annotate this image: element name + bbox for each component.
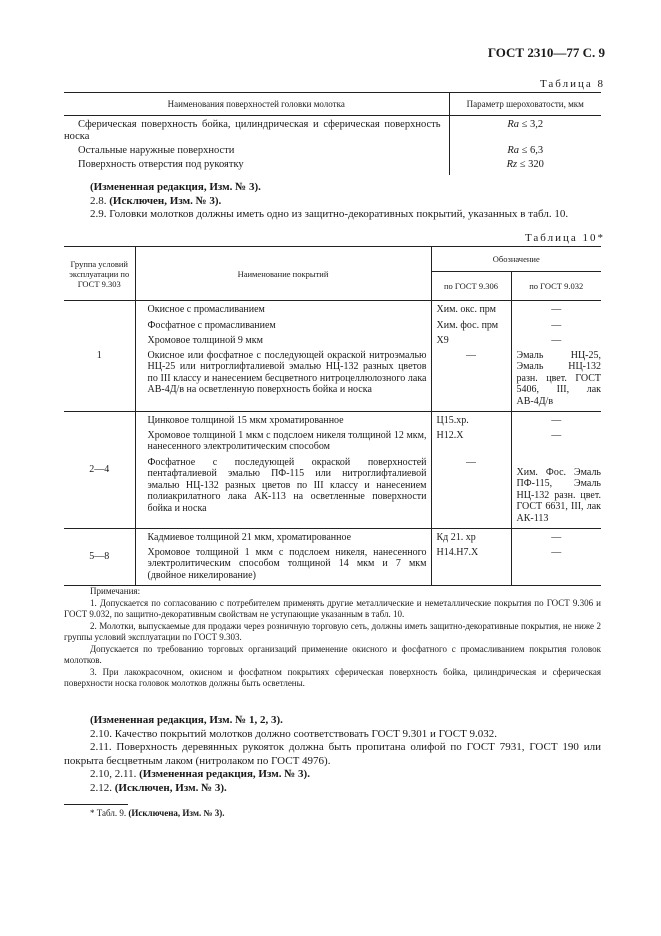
roughness-value: Ra ≤ 6,3 xyxy=(449,143,601,157)
paragraph-2-10-2-11-note: 2.10, 2.11. (Измененная редакция, Изм. № 3). xyxy=(90,768,310,780)
table-row xyxy=(64,116,601,144)
gost-9032-value: — xyxy=(511,301,601,316)
table-row xyxy=(64,412,601,427)
change-note: (Измененная редакция, Изм. № 3). xyxy=(90,181,261,193)
group-header: Группа условий эксплуатации по ГОСТ 9.303 xyxy=(64,247,135,301)
coating-name: Хромовое толщиной 1 мкм с подслоем никеля, нанесенного электролитическим способом толщиной 14 мкм и 7 мкм (двойное никелирование) xyxy=(135,544,431,586)
section-2-8-2-9: (Измененная редакция, Изм. № 3). 2.8. (Исключен, Изм. № 3). 2.9. Головки молотков должны иметь одно из защитно-декоративных покрытий, указанных в табл. 10. xyxy=(64,181,601,222)
gost-9032-header: по ГОСТ 9.032 xyxy=(511,272,601,301)
gost-9306-value: Хим. окс. прм xyxy=(431,301,511,316)
table-row xyxy=(64,427,601,453)
paragraph-2-11: 2.11. Поверхность деревянных рукояток должна быть пропитана олифой по ГОСТ 7931, ГОСТ 190 или покрыта бесцветным лаком (нитролаком по ГОСТ 4976). xyxy=(64,741,601,767)
gost-9032-value: Эмаль НЦ-25, Эмаль НЦ-132 разн. цвет. ГОСТ 5406, III, лак АВ-4Д/в xyxy=(511,347,601,412)
coating-name: Хромовое толщиной 9 мкм xyxy=(135,331,431,347)
coating-name: Фосфатное с промасливанием xyxy=(135,316,431,332)
table8-caption: Таблица 8 xyxy=(539,78,605,90)
table-row xyxy=(64,529,601,544)
gost-9032-value: — xyxy=(511,331,601,347)
note-2: 2. Молотки, выпускаемые для продажи через розничную торговую сеть, должны иметь защитно-декоративные покрытия, не ниже 2 группы условий эксплуатации по ГОСТ 9.303. xyxy=(64,620,601,642)
paragraph-2-10: 2.10. Качество покрытий молотков должно соответствовать ГОСТ 9.301 и ГОСТ 9.032. xyxy=(90,727,498,740)
roughness-table xyxy=(64,92,601,175)
gost-9032-value: — xyxy=(511,316,601,332)
note-2-extra: Допускается по требованию торговых организаций применение окисного и фосфатного с промасливанием покрытия головок молотков. xyxy=(64,643,601,665)
excluded-note: (Исключен, Изм. № 3). xyxy=(109,194,222,207)
coating-name: Цинковое толщиной 15 мкм хроматированное xyxy=(135,412,431,427)
gost-9306-value: Н12.Х xyxy=(431,427,511,453)
table8-col2-header: Параметр шероховатости, мкм xyxy=(449,93,601,116)
coatings-table xyxy=(64,246,601,586)
designation-header: Обозначение xyxy=(431,247,601,272)
coating-name: Хромовое толщиной 1 мкм с подслоем никеля толщиной 12 мкм, нанесенного электролитическим способом xyxy=(135,427,431,453)
table-row xyxy=(64,347,601,412)
group-label: 1 xyxy=(64,301,135,412)
notes-title: Примечания: xyxy=(90,586,141,596)
footnote-divider xyxy=(64,804,128,805)
gost-9306-value: — xyxy=(431,347,511,412)
gost-9306-value: Хим. фос. прм xyxy=(431,316,511,332)
table10-caption: Таблица 10* xyxy=(524,232,605,244)
coating-name-header: Наименование покрытий xyxy=(135,247,431,301)
gost-9306-value: Н14.Н7.Х xyxy=(431,544,511,586)
table-row xyxy=(64,157,601,175)
paragraph-2-9: 2.9. Головки молотков должны иметь одно из защитно-декоративных покрытий, указанных в табл. 10. xyxy=(90,208,569,220)
gost-9032-value: Хим. Фос. Эмаль ПФ-115, Эмаль НЦ-132 разн. цвет. ГОСТ 6631, III, лак АК-113 xyxy=(511,453,601,529)
coating-name: Фосфатное с последующей окраской поверхностей пентафталиевой эмалью ПФ-115 или нитроглифталиевой эмалью НЦ-132 разных цветов по III классу и нанесением полиакрилатного лака АК-113 на осветленные поверхности бойка и носка xyxy=(135,453,431,529)
gost-9032-value: — xyxy=(511,427,601,453)
group-label: 2—4 xyxy=(64,412,135,529)
roughness-value: Rz ≤ 320 xyxy=(449,157,601,175)
gost-9306-value: — xyxy=(431,453,511,529)
gost-9306-value: Х9 xyxy=(431,331,511,347)
table-row xyxy=(64,143,601,157)
surface-name: Остальные наружные поверхности xyxy=(78,145,235,156)
section-2-10-2-12 xyxy=(64,714,601,795)
page-header: ГОСТ 2310—77 С. 9 xyxy=(487,45,605,60)
table-row xyxy=(64,453,601,529)
group-label: 5—8 xyxy=(64,529,135,586)
change-note: (Измененная редакция, Изм. № 1, 2, 3). xyxy=(90,714,283,726)
table8-col1-header: Наименования поверхностей головки молотка xyxy=(64,93,449,116)
surface-name: Сферическая поверхность бойка, цилиндрическая и сферическая поверхность носка xyxy=(64,119,441,142)
gost-9032-value: — xyxy=(511,529,601,544)
table-row xyxy=(64,316,601,332)
paragraph-2-12: 2.12. (Исключен, Изм. № 3). xyxy=(90,781,227,794)
coating-name: Окисное с промасливанием xyxy=(135,301,431,316)
roughness-value: Ra ≤ 3,2 xyxy=(449,116,601,144)
notes-block xyxy=(64,586,601,690)
surface-name: Поверхность отверстия под рукоятку xyxy=(78,159,244,170)
footnote: * Табл. 9. (Исключена, Изм. № 3). xyxy=(90,808,225,818)
gost-9032-value: — xyxy=(511,412,601,427)
table-row xyxy=(64,331,601,347)
gost-9306-value: Кд 21. хр xyxy=(431,529,511,544)
gost-9306-header: по ГОСТ 9.306 xyxy=(431,272,511,301)
gost-9032-value: — xyxy=(511,544,601,586)
table-row xyxy=(64,544,601,586)
note-1: 1. Допускается по согласованию с потребителем применять другие металлические и неметаллические покрытия по ГОСТ 9.306 и ГОСТ 9.032, по защитно-декоративным свойствам не уступающие указанным в табл. 10. xyxy=(64,597,601,619)
table-row xyxy=(64,301,601,316)
gost-9306-value: Ц15.хр. xyxy=(431,412,511,427)
note-3: 3. При лакокрасочном, окисном и фосфатном покрытиях сферическая поверхность бойка, цилиндрическая и сферическая поверхности носка головок молотков должны быть осветлены. xyxy=(64,666,601,688)
coating-name: Окисное или фосфатное с последующей окраской нитроэмалью НЦ-25 или нитроглифталиевой эмалью НЦ-132 разных цветов по III классу и нанесением бесцветного нитроцеллюлозного лака АВ-4Д/в на осветленную поверхность бойка и носка xyxy=(135,347,431,412)
coating-name: Кадмиевое толщиной 21 мкм, хроматированное xyxy=(135,529,431,544)
